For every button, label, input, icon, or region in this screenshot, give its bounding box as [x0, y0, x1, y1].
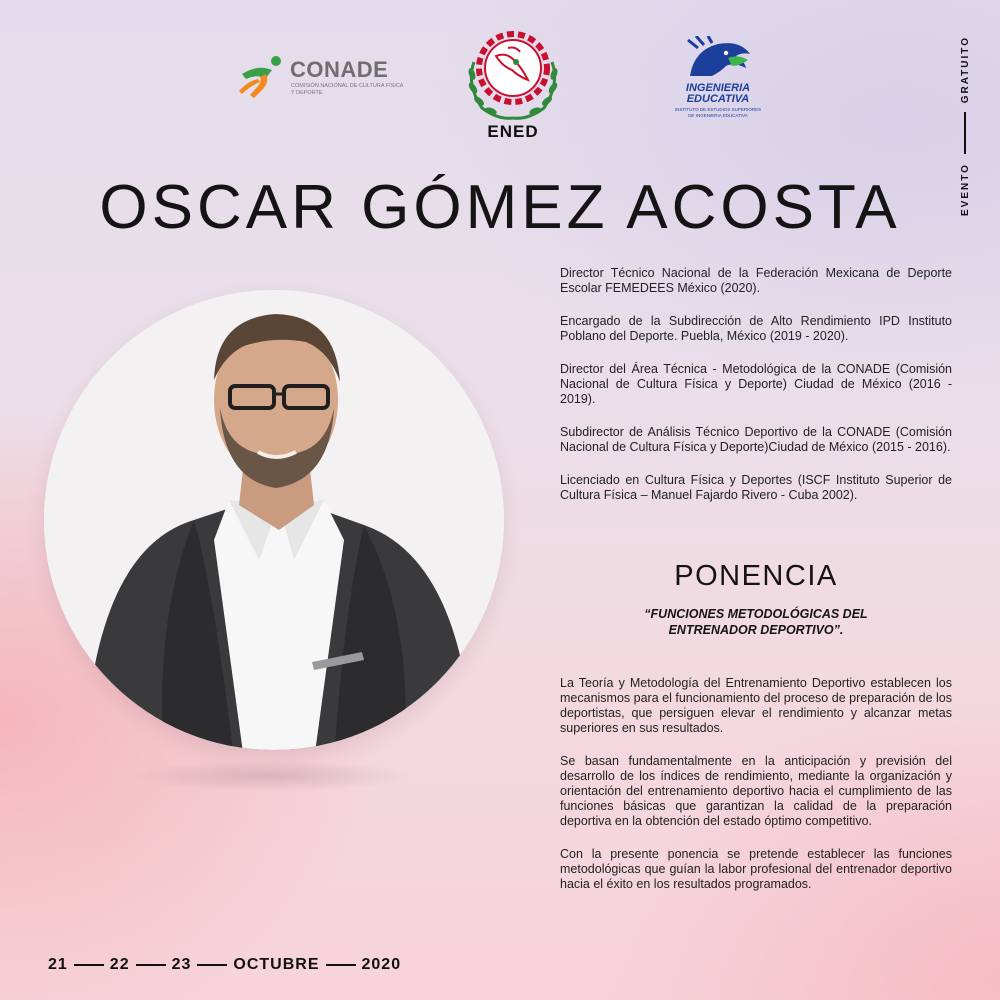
date-dash	[136, 964, 166, 966]
eagle-head-icon	[668, 36, 768, 84]
date-day-3: 23	[171, 956, 192, 973]
ened-wordmark: ENED	[487, 122, 539, 141]
side-tag-left: EVENTO	[959, 163, 971, 216]
abstract-paragraph: Con la presente ponencia se pretende establecer las funciones metodológicas que guían la labor profesional del entrenador deportivo hacia el éxito en los resultados programados.	[560, 847, 952, 891]
date-dash	[326, 964, 356, 966]
date-dash	[197, 964, 227, 966]
date-month: OCTUBRE	[233, 956, 320, 973]
ie-wordmark-line1: INGENIERIA	[685, 82, 751, 94]
date-day-2: 22	[109, 956, 130, 973]
bio-item: Encargado de la Subdirección de Alto Rendimiento IPD Instituto Poblano del Deporte. Puebla, México (2019 - 2020).	[560, 314, 952, 343]
ponencia-subtitle-line2: ENTRENADOR DEPORTIVO”.	[668, 623, 844, 637]
ened-logo	[458, 22, 568, 144]
conade-wordmark: CONADE	[290, 57, 389, 82]
bio-item: Subdirector de Análisis Técnico Deportivo de la CONADE (Comisión Nacional de Cultura Física y Deporte)Ciudad de México (2015 - 2016).	[560, 425, 952, 454]
ie-wordmark-line2: EDUCATIVA	[686, 93, 750, 105]
ponencia-subtitle	[560, 606, 952, 638]
bio-item: Director del Área Técnica - Metodológica de la CONADE (Comisión Nacional de Cultura Física y Deporte) Ciudad de México (2016 - 2019).	[560, 362, 952, 406]
side-tag-right: GRATUITO	[959, 36, 971, 104]
abstract-paragraph: Se basan fundamentalmente en la anticipación y previsión del desarrollo de los índices de rendimiento, mediante la organización y orientación del entrenamiento deportivo hacia el cumplimiento de las funciones básicas que garantizan la calidad de la preparación deportiva en la obtención del estado óptimo competitivo.	[560, 754, 952, 828]
event-dates	[48, 954, 401, 976]
bio-item: Director Técnico Nacional de la Federación Mexicana de Deporte Escolar FEMEDEES México (2020).	[560, 266, 952, 295]
conade-subtitle: COMISIÓN NACIONAL DE CULTURA FÍSICA Y DEPORTE	[291, 83, 404, 96]
ie-subtitle: INSTITUTO DE ESTUDIOS SUPERIORES DE INGENIERIA EDUCATIVA	[674, 107, 762, 118]
bio-item: Licenciado en Cultura Física y Deportes (ISCF Instituto Superior de Cultura Física – Manuel Fajardo Rivero - Cuba 2002).	[560, 473, 952, 502]
date-year: 2020	[361, 956, 402, 973]
conade-logo	[236, 52, 406, 102]
speaker-bio	[560, 266, 952, 521]
speaker-portrait-illustration	[44, 290, 504, 750]
side-tag-divider	[964, 112, 966, 154]
ened-emblem-icon	[458, 22, 568, 122]
conade-runner-icon	[236, 52, 288, 102]
abstract-paragraph: La Teoría y Metodología del Entrenamiento Deportivo establecen los mecanismos para el funcionamiento del proceso de preparación de los deportistas, que persiguen elevar el rendimiento y alcanzar metas superiores en sus resultados.	[560, 676, 952, 735]
date-dash	[74, 964, 104, 966]
speaker-photo	[44, 290, 504, 750]
ingenieria-educativa-logo	[668, 36, 768, 126]
ponencia-abstract	[560, 676, 952, 910]
photo-shadow	[130, 760, 410, 792]
ponencia-subtitle-line1: “FUNCIONES METODOLÓGICAS DEL	[644, 607, 868, 621]
ponencia-title: PONENCIA	[674, 560, 838, 592]
date-day-1: 21	[48, 956, 68, 973]
speaker-name: OSCAR GÓMEZ ACOSTA	[99, 173, 901, 242]
